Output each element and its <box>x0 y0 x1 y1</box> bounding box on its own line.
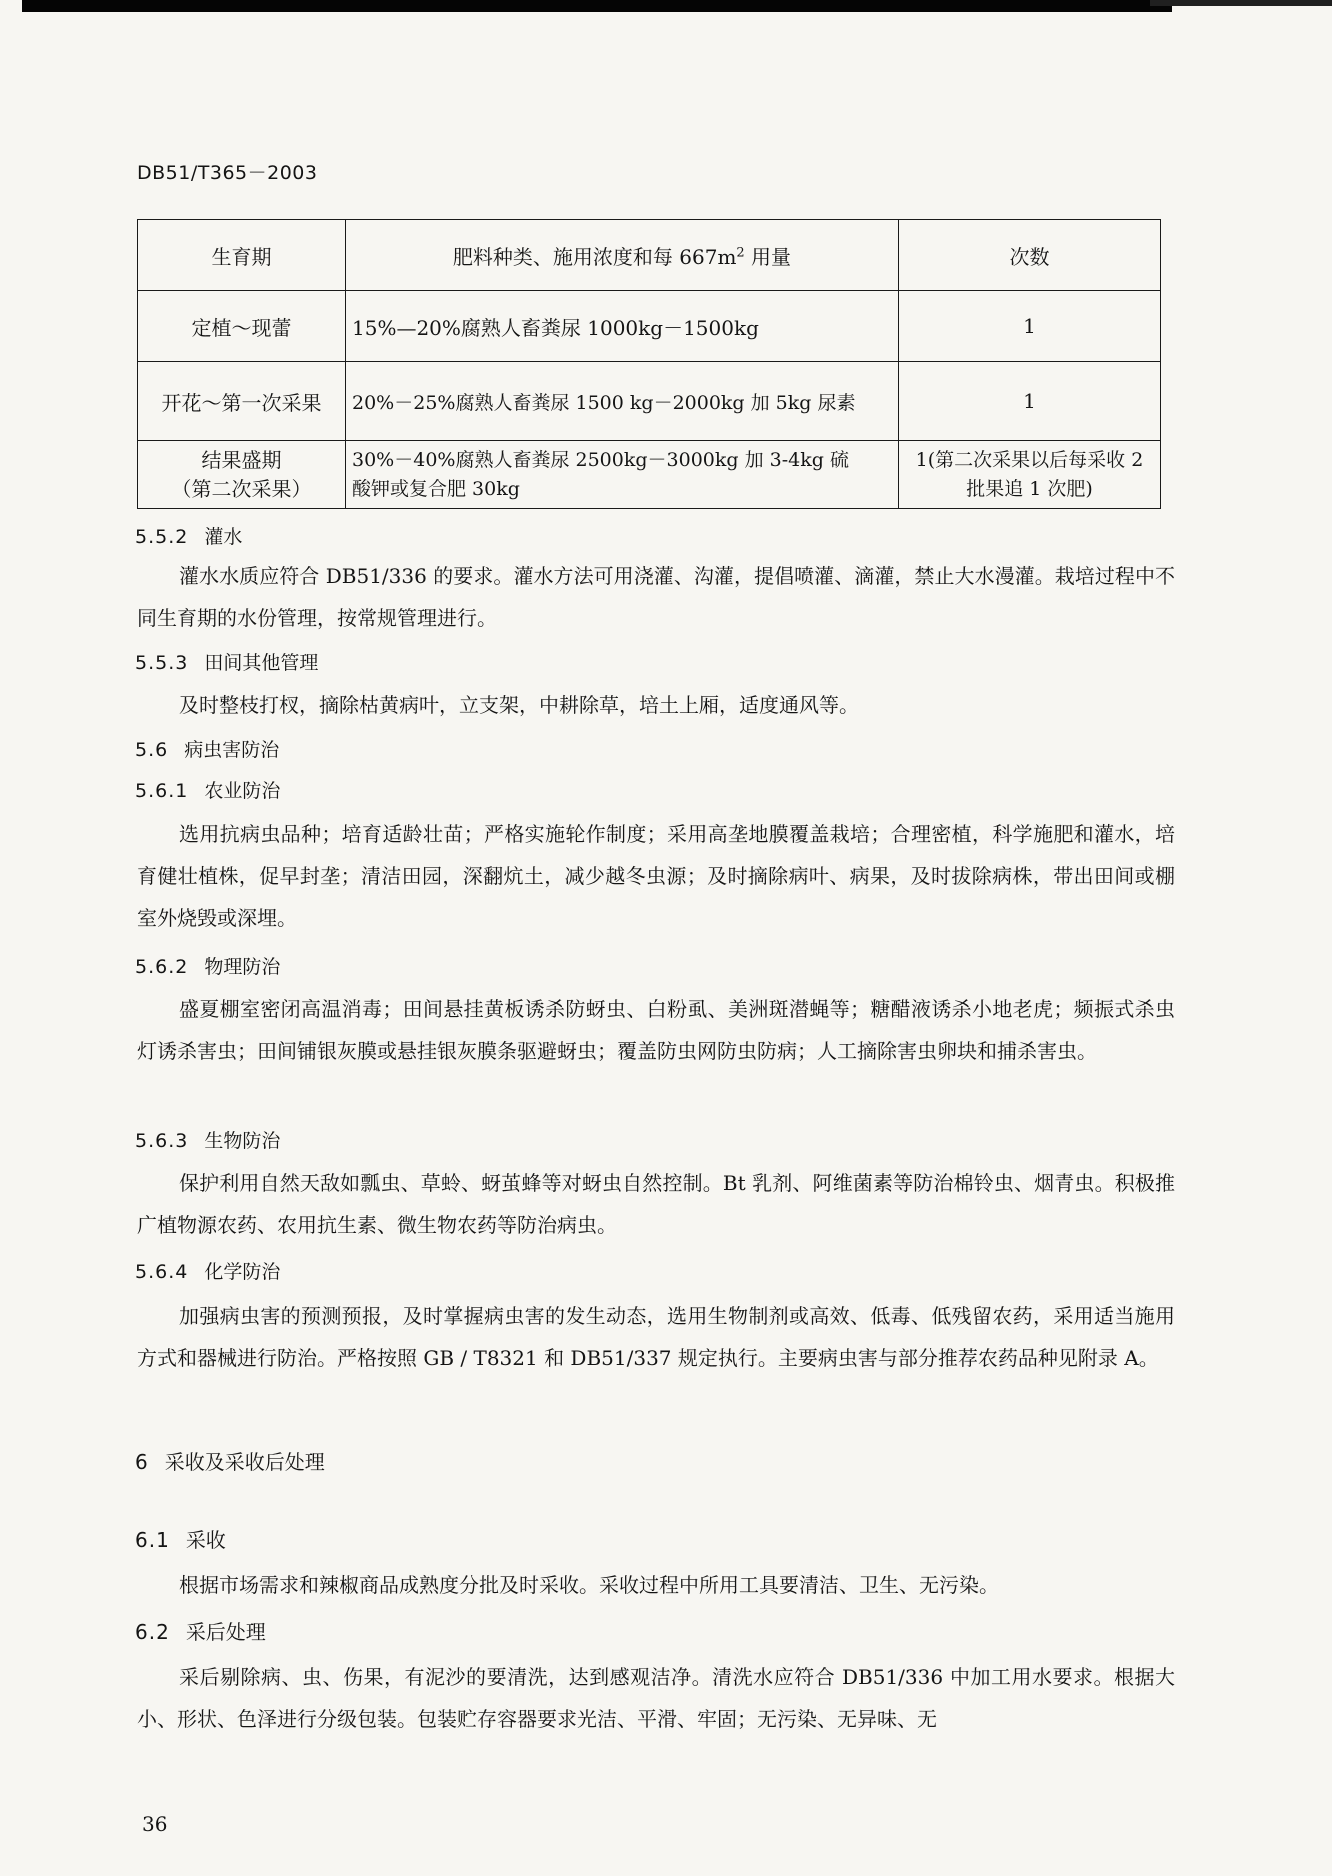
section-564-text: 加强病虫害的预测预报，及时掌握病虫害的发生动态，选用生物制剂或高效、低毒、低残留农药，采用适当施用方式和器械进行防治。严格按照 GB / T8321 和 DB51/337 规定执行。主要病虫害与部分推荐农药品种见附录 A。 <box>137 1304 1175 1370</box>
row1-count: 1 <box>899 291 1161 362</box>
section-number: 5.6.2 <box>135 956 189 978</box>
section-number: 5.5.3 <box>135 652 189 674</box>
row2-count: 1 <box>899 362 1161 441</box>
header-fertilizer-text: 肥料种类、施用浓度和每 667m <box>452 244 737 269</box>
section-561-text: 选用抗病虫品种；培育适龄壮苗；严格实施轮作制度；采用高垄地膜覆盖栽培；合理密植，科学施肥和灌水，培育健壮植株，促早封垄；清洁田园，深翻炕土，减少越冬虫源；及时摘除病叶、病果，及时拔除病株，带出田间或棚室外烧毁或深埋。 <box>137 822 1175 930</box>
section-61-text: 根据市场需求和辣椒商品成熟度分批及时采收。采收过程中所用工具要清洁、卫生、无污染。 <box>179 1573 999 1597</box>
section-number: 5.6 <box>135 739 169 761</box>
table-row <box>138 291 1161 362</box>
section-title: 生物防治 <box>204 1130 281 1152</box>
row1-fertilizer: 15%—20%腐熟人畜粪尿 1000kg－1500kg <box>346 291 899 362</box>
header-count: 次数 <box>899 220 1161 291</box>
header-fertilizer-sup: 2 <box>736 244 745 260</box>
section-562-text: 盛夏棚室密闭高温消毒；田间悬挂黄板诱杀防蚜虫、白粉虱、美洲斑潜蝇等；糖醋液诱杀小地老虎；频振式杀虫灯诱杀害虫；田间铺银灰膜或悬挂银灰膜条驱避蚜虫；覆盖防虫网防虫防病；人工摘除害虫卵块和捕杀害虫。 <box>137 997 1175 1063</box>
section-number: 6.1 <box>135 1528 170 1552</box>
section-number: 6.2 <box>135 1620 170 1644</box>
section-563-heading <box>135 1126 280 1153</box>
top-border-edge <box>1150 0 1332 6</box>
section-number: 5.6.1 <box>135 780 189 802</box>
row1-stage: 定植～现蕾 <box>138 291 346 362</box>
section-title: 采收及采收后处理 <box>164 1450 325 1474</box>
section-title: 采后处理 <box>185 1620 266 1644</box>
section-564-heading <box>135 1257 280 1284</box>
row3-count <box>899 441 1161 509</box>
section-title: 农业防治 <box>204 780 281 802</box>
section-552-text: 灌水水质应符合 DB51/336 的要求。灌水方法可用浇灌、沟灌，提倡喷灌、滴灌，禁止大水漫灌。栽培过程中不同生育期的水份管理，按常规管理进行。 <box>137 564 1175 630</box>
row3-count-line2: 批果追 1 次肥) <box>966 477 1093 500</box>
section-561-heading <box>135 776 280 803</box>
fertilizer-table <box>137 219 1161 509</box>
top-border-bar <box>22 0 1172 12</box>
section-6-heading <box>135 1446 325 1475</box>
section-title: 化学防治 <box>204 1261 281 1283</box>
section-title: 病虫害防治 <box>184 739 280 761</box>
row3-fertilizer <box>346 441 899 509</box>
row3-fertilizer-line1: 30%－40%腐熟人畜粪尿 2500kg－3000kg 加 3-4kg 硫 <box>352 448 849 471</box>
section-563-text: 保护利用自然天敌如瓢虫、草蛉、蚜茧蜂等对蚜虫自然控制。Bt 乳剂、阿维菌素等防治棉铃虫、烟青虫。积极推广植物源农药、农用抗生素、微生物农药等防治病虫。 <box>137 1171 1175 1237</box>
table-header-row <box>138 220 1161 291</box>
section-number: 5.6.4 <box>135 1261 189 1283</box>
section-562-heading <box>135 952 280 979</box>
section-title: 田间其他管理 <box>204 652 319 674</box>
section-title: 灌水 <box>204 526 243 548</box>
row3-stage <box>138 441 346 509</box>
section-number: 6 <box>135 1450 149 1474</box>
row3-fertilizer-line2: 酸钾或复合肥 30kg <box>352 477 520 500</box>
header-fertilizer-suffix: 用量 <box>744 244 792 269</box>
header-fertilizer <box>346 220 899 291</box>
row2-stage: 开花～第一次采果 <box>138 362 346 441</box>
table-row <box>138 362 1161 441</box>
section-number: 5.6.3 <box>135 1130 189 1152</box>
section-62-text: 采后剔除病、虫、伤果，有泥沙的要清洗，达到感观洁净。清洗水应符合 DB51/336 中加工用水要求。根据大小、形状、色泽进行分级包装。包装贮存容器要求光洁、平滑、牢固；无污染、无异味、无 <box>137 1665 1175 1731</box>
row3-stage-line1: 结果盛期 <box>201 447 282 472</box>
row3-count-line1: 1(第二次采果以后每采收 2 <box>915 448 1144 471</box>
section-553-text: 及时整枝打杈，摘除枯黄病叶，立支架，中耕除草，培土上厢，适度通风等。 <box>179 693 859 717</box>
document-code: DB51/T365－2003 <box>137 162 318 184</box>
table-row <box>138 441 1161 509</box>
header-stage: 生育期 <box>138 220 346 291</box>
section-title: 采收 <box>185 1528 226 1552</box>
page-number: 36 <box>142 1812 168 1836</box>
section-61-heading <box>135 1524 226 1553</box>
section-56-heading <box>135 735 279 762</box>
row2-fertilizer: 20%－25%腐熟人畜粪尿 1500 kg－2000kg 加 5kg 尿素 <box>346 362 899 441</box>
section-553-heading <box>135 648 318 675</box>
section-title: 物理防治 <box>204 956 281 978</box>
section-552-heading <box>135 522 242 549</box>
section-62-heading <box>135 1616 266 1645</box>
row3-stage-line2: （第二次采果） <box>171 476 312 501</box>
section-number: 5.5.2 <box>135 526 189 548</box>
